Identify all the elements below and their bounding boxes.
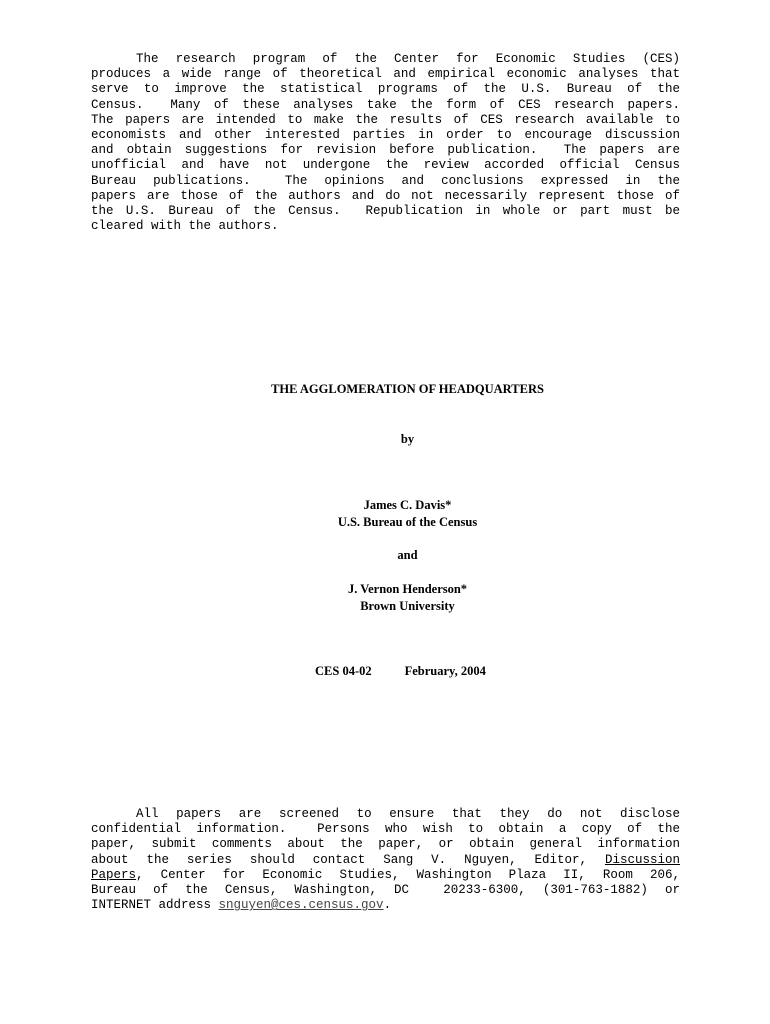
- footer-line: Papers, Center for Economic Studies, Washington Plaza II, Room 206,: [91, 867, 680, 882]
- and-label: and: [397, 548, 418, 562]
- discussion-papers-underlined: Discussion: [604, 852, 680, 867]
- publication-info: [315, 664, 486, 679]
- notice-line: produces a wide range of theoretical and empirical economic analyses that: [91, 67, 680, 82]
- footer-paragraph: [91, 807, 680, 913]
- publication-date: February, 2004: [404, 664, 486, 678]
- notice-line: serve to improve the statistical programs of the U.S. Bureau of the: [91, 82, 680, 97]
- notice-line: The research program of the Center for Economic Studies (CES): [136, 52, 680, 66]
- footer-line: Bureau of the Census, Washington, DC 20233-6300, (301-763-1882) or: [91, 883, 680, 898]
- footer-line: confidential information. Persons who wish to obtain a copy of the: [91, 822, 680, 837]
- editor-email-link[interactable]: snguyen@ces.census.gov: [218, 898, 384, 913]
- notice-line: unofficial and have not undergone the review accorded official Census: [91, 158, 680, 173]
- ces-notice-paragraph: [91, 52, 680, 234]
- notice-line: papers are those of the authors and do not necessarily represent those of: [91, 188, 680, 203]
- notice-line: The papers are intended to make the results of CES research available to: [91, 112, 680, 127]
- notice-line: cleared with the authors.: [91, 219, 279, 234]
- notice-line: Census. Many of these analyses take the form of CES research papers.: [91, 97, 680, 112]
- footer-line: All papers are screened to ensure that they do not disclose: [136, 807, 680, 821]
- notice-line: Bureau publications. The opinions and conclusions expressed in the: [91, 173, 680, 188]
- footer-line: INTERNET address snguyen@ces.census.gov.: [91, 898, 392, 913]
- author1-affiliation: U.S. Bureau of the Census: [337, 515, 478, 529]
- notice-line: economists and other interested parties in order to encourage discussion: [91, 128, 680, 143]
- paper-title: THE AGGLOMERATION OF HEADQUARTERS: [271, 382, 544, 396]
- paper-number: CES 04-02: [315, 664, 372, 678]
- author1-name: James C. Davis*: [363, 498, 452, 512]
- author2-affiliation: Brown University: [360, 599, 455, 613]
- notice-line: the U.S. Bureau of the Census. Republication in whole or part must be: [91, 204, 680, 219]
- discussion-papers-underlined: Papers: [91, 867, 137, 882]
- notice-line: and obtain suggestions for revision before publication. The papers are: [91, 143, 680, 158]
- by-label: by: [400, 432, 415, 446]
- footer-line: paper, submit comments about the paper, or obtain general information: [91, 837, 680, 852]
- footer-line: about the series should contact Sang V. Nguyen, Editor, Discussion: [91, 852, 680, 867]
- author2-name: J. Vernon Henderson*: [347, 582, 468, 596]
